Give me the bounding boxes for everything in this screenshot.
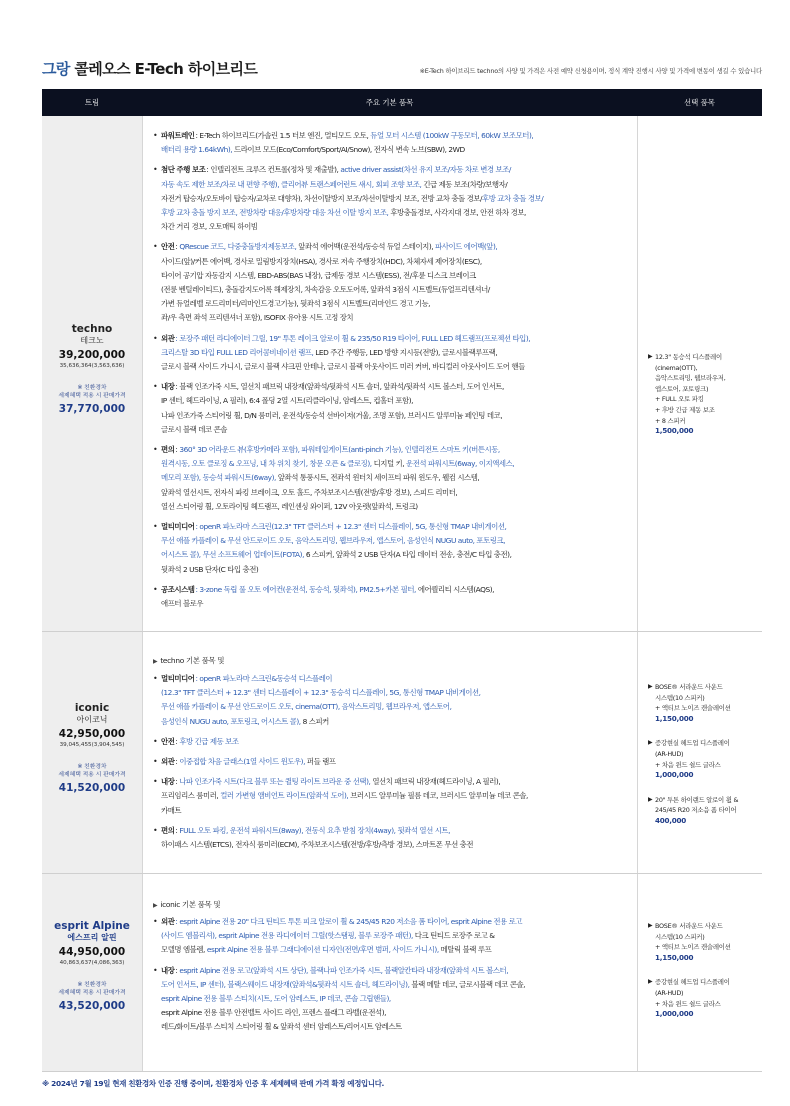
- feature-text: :: [175, 242, 180, 252]
- feature-text: 후방 교차 충돌 경보/: [482, 193, 544, 203]
- feature-text: esprit Alpine 전용 로고(앞좌석 시트 상단),: [179, 965, 308, 975]
- feature-line: [161, 346, 633, 360]
- option-line: BOSE® 서라운드 사운드: [655, 683, 723, 691]
- feature-line: [161, 755, 633, 769]
- feature-block: [153, 755, 633, 769]
- feature-text: 글로시 블랙 사이드 가니시, 글로시 블랙 샤크핀 안테나, 글로시 블랙 아웃사이드 미러 커버, 바디컬러 아웃사이드 도어 핸들: [161, 362, 525, 371]
- feature-text: 블랙나파 인조가죽 시트, 블랙알칸타라 내장재(앞좌석 시트 볼스터,: [309, 965, 509, 975]
- option-price: 1,000,000: [655, 770, 694, 780]
- page-header: [42, 56, 762, 86]
- feature-text: 나파 인조가죽 시트(다크 블루 또는 퀼팅 라이트 브라운 중 선택),: [179, 777, 371, 787]
- feature-title: 외관: [161, 917, 175, 926]
- feature-line: [161, 143, 633, 157]
- feature-text: 글로시 블랙 데코 콘솔: [161, 424, 227, 434]
- feature-text: 드라이브 모드(Eco/Comfort/Sport/AI/Snow), 전자식 변속 노브(SBW), 2WD: [232, 145, 465, 155]
- feature-text: 사이드(앞)/커튼 에어백, 경사로 밀림방지장치(HSA), 경사로 저속 주행장치(HDC), 차체자세 제어장치(ESC),: [161, 256, 482, 266]
- option-line: 앱스토어, 포토링크): [655, 384, 709, 393]
- feature-text: 좌/우 측면 좌석 프리텐셔너 포함), ISOFIX 유아용 시트 고정 장치: [161, 313, 354, 323]
- eco-label: ※ 친환경차 세제혜택 적용 시 판매가격: [58, 385, 126, 399]
- feature-line: [161, 163, 633, 177]
- feature-text: :: [175, 445, 180, 454]
- feature-line: [161, 206, 633, 220]
- feature-text: active driver assist(차선 유지 보조/자동 차로 변경 보조/: [340, 165, 511, 175]
- option-line: + FULL 오토 파킹: [655, 395, 704, 404]
- options-cell: [637, 874, 762, 1071]
- feature-line: [161, 297, 633, 311]
- feature-block: [153, 240, 633, 325]
- feature-text: 퍼들 램프: [305, 757, 336, 766]
- feature-text: QRescue 코드, 다중충돌방지제동보조,: [179, 242, 297, 252]
- feature-text: 6 스피커, 앞좌석 2 USB 단자(A 타입 데이터 전송, 충전/C 타입 충전),: [304, 550, 512, 560]
- trim-price-breakdown: 40,863,637(4,086,363): [59, 960, 125, 966]
- feature-text: 열선치 패브릭 내장재(헤드라이닝, A 필러),: [370, 777, 501, 787]
- option-line: 245/45 R20 저소음 폼 타이어: [655, 806, 737, 815]
- feature-line: [161, 992, 633, 1006]
- feature-line: [161, 929, 633, 943]
- feature-text: 하이패스 시스템(ETCS), 전자식 룸미러(ECM), 주차보조시스템(전방/후방/측방 경보), 스마트폰 무선 충전: [161, 840, 474, 849]
- feature-line: [161, 129, 633, 143]
- feature-text: 8 스피커: [300, 716, 329, 726]
- feature-text: 카매트: [161, 805, 182, 815]
- feature-text: 파워테일게이트(anti-pinch 기능),: [301, 445, 403, 454]
- option-line: (AR-HUD): [655, 988, 684, 997]
- triangle-icon: ▶: [153, 658, 158, 665]
- feature-text: 후방 긴급 제동 보조: [179, 736, 239, 746]
- trim-cell: [42, 116, 142, 631]
- feature-text: 도어 인서트, IP 센터), 블랙스웨이드 내장재(앞좌석&뒷좌석 시트 숄더, 헤드라이닝),: [161, 979, 410, 989]
- header-notice: ※E-Tech 하이브리드 techno의 사양 및 가격은 사전 예약 신청용이며, 정식 계약 진행시 사양 및 가격에 변동이 생길 수 있습니다: [419, 67, 762, 75]
- feature-title: 편의: [161, 825, 175, 835]
- feature-line: [161, 332, 633, 346]
- feature-text: 메모리 포함), 동승석 파워시트(6way),: [161, 473, 276, 483]
- option-line: + 후방 긴급 제동 보조: [655, 405, 715, 414]
- feature-text: 앞좌석 에어백(운전석/동승석 듀얼 스테이지),: [296, 242, 436, 252]
- bullet-icon: •: [153, 131, 158, 140]
- trim-price: 44,950,000: [58, 946, 126, 958]
- eco-label: ※ 친환경차 세제혜택 적용 시 판매가격: [58, 764, 126, 778]
- option-line: (AR-HUD): [655, 749, 684, 758]
- feature-line: [161, 789, 633, 803]
- trim-price-breakdown: 35,636,364(3,563,636): [59, 363, 125, 369]
- bullet-icon: •: [153, 757, 158, 766]
- feature-text: 레드/화이트/블루 스티치 스티어링 휠 & 앞좌석 센터 암레스트/리어시트 암레스트: [161, 1022, 402, 1032]
- feature-text: 나파 인조가죽 스티어링 휠, D/N 룸미러, 운전석/동승석 선바이저(거울, 조명 포함), 브러시드 알루미늄 페인팅 데코,: [161, 410, 503, 420]
- option-price: 1,500,000: [655, 426, 694, 436]
- feature-text: 열선 스티어링 휠, 오토라이팅 헤드램프, 레인센싱 와이퍼, 12V 아웃렛(앞좌석, 트렁크): [161, 501, 418, 511]
- option-item: [648, 682, 770, 724]
- feature-title: 안전: [161, 736, 175, 746]
- feature-text: 이중접합 차음 글래스(1열 사이드 윈도우),: [179, 757, 305, 766]
- feature-line: [161, 804, 633, 818]
- feature-text: 파사이드 에어백(앞),: [435, 242, 498, 252]
- option-item: [648, 738, 770, 780]
- feature-block: [153, 332, 633, 375]
- feature-line: [161, 443, 633, 457]
- feature-line: [161, 943, 633, 957]
- trim-name-ko: 아이코닉: [76, 715, 108, 724]
- feature-block: [153, 380, 633, 437]
- spec-table: [42, 116, 762, 1072]
- feature-text: 후방충돌경보, 사각지대 경보, 안전 하차 경보,: [388, 208, 526, 217]
- header-option: 선택 품목: [684, 98, 715, 107]
- feature-text: 운전석 파워시트(6way, 이지액세스,: [406, 459, 515, 469]
- option-line: + 액티브 노이즈 캔슬레이션: [655, 704, 731, 713]
- trim-name-en: techno: [71, 323, 113, 335]
- option-line: + 8 스피커: [655, 416, 686, 425]
- page-title: [42, 58, 257, 79]
- feature-line: [161, 311, 633, 325]
- feature-block: [153, 824, 633, 852]
- bullet-icon: •: [153, 917, 158, 926]
- trim-name-en: iconic: [74, 702, 110, 714]
- feature-title: 멀티미디어: [161, 674, 195, 683]
- option-line: 증강현실 헤드업 디스플레이: [655, 739, 730, 748]
- eco-price: 43,520,000: [58, 1000, 126, 1012]
- footer-note: ※ 2024년 7월 19일 현재 친환경차 인증 진행 중이며, 친환경차 인증 후 세제혜택 판매 가격 확정 예정입니다.: [42, 1079, 385, 1088]
- feature-text: 가변 듀얼레벨 로드리미터/리마인드경고기능), 뒷좌석 3점식 시트벨트(리마인드 경고 기능,: [161, 299, 431, 309]
- eco-price: 37,770,000: [58, 403, 126, 415]
- feature-text: 원격시동, 오토 클로징 & 오프닝, 내 차 위치 찾기, 창문 오픈 & 클로징),: [161, 459, 372, 469]
- option-item: [648, 795, 770, 827]
- feature-block: [153, 443, 633, 514]
- feature-title: 외관: [161, 757, 175, 766]
- feature-line: [161, 583, 633, 597]
- feature-line: [161, 1020, 633, 1034]
- feature-text: 어시스트 콜), 무선 소프트웨어 업데이트(FOTA),: [161, 550, 304, 560]
- features-cell: [142, 116, 637, 631]
- feature-line: [161, 1006, 633, 1020]
- feature-line: [161, 457, 633, 471]
- feature-line: [161, 255, 633, 269]
- feature-block: [153, 583, 633, 611]
- feature-line: [161, 283, 633, 297]
- feature-title: 편의: [161, 445, 175, 454]
- title-accent: 그랑: [42, 60, 70, 78]
- feature-line: [161, 394, 633, 408]
- header-main: 주요 기본 품목: [365, 98, 414, 107]
- trim-name-ko: 에스프리 알핀: [67, 933, 117, 942]
- feature-title: 내장: [161, 382, 175, 392]
- feature-line: [161, 964, 633, 978]
- feature-text: 모델명 엠블렘,: [161, 945, 207, 955]
- feature-text: 긴급 제동 보조(차량/보행자/: [421, 179, 508, 189]
- feature-line: [161, 915, 633, 929]
- option-line: 증강현실 헤드업 디스플레이: [655, 978, 730, 987]
- option-line: + 액티브 노이즈 캔슬레이션: [655, 943, 731, 952]
- feature-text: 인텔리전트 스마트 키(버튼시동,: [404, 445, 500, 454]
- feature-text: esprit Alpine 전용 블루 안전벨트 사이드 라인, 프렌스 플래그 라벨(운전석),: [161, 1008, 387, 1018]
- feature-text: IP 센터, 헤드라이닝, A 필러), 6:4 폴딩 2열 시트(리클라이닝, 암레스트, 컵홀더 포함),: [161, 396, 414, 406]
- feature-text: 뒷좌석 2 USB 단자(C 타입 충전): [161, 564, 259, 574]
- feature-title: 공조시스템: [161, 584, 195, 594]
- eco-label: ※ 친환경차 세제혜택 적용 시 판매가격: [58, 982, 126, 996]
- trim-row-techno: [42, 116, 762, 632]
- feature-text: 클리어뷰 트랜스페어런트 섀시, 회피 조향 보조,: [281, 179, 422, 189]
- feature-block: [153, 129, 633, 157]
- option-line: BOSE® 서라운드 사운드: [655, 922, 723, 930]
- option-item: [648, 921, 770, 963]
- arrow-icon: ▶: [648, 683, 653, 690]
- feature-line: [161, 686, 633, 700]
- feature-text: 무선 애플 카플레이 & 무선 안드로이드 오토, cinema(OTT), 음악스트리밍, 웹브라우저, 앱스토어,: [161, 702, 452, 712]
- feature-title: 파워트레인: [161, 131, 195, 140]
- feature-line: [161, 409, 633, 423]
- feature-title: 첨단 주행 보조: [161, 165, 206, 175]
- feature-text: : 인텔리전트 크루즈 컨트롤(정차 및 재출발),: [206, 165, 341, 175]
- trim-name-ko: 테크노: [80, 336, 104, 345]
- trim-info: [42, 323, 142, 416]
- feature-text: 자전거 탑승자/오토바이 탑승자/교차로 대향차), 차선이탈방지 보조/차선이탈방지 보조, 전방 교차 충돌 경보/: [161, 193, 483, 203]
- feature-line: [161, 978, 633, 992]
- feature-line: [161, 486, 633, 500]
- bullet-icon: •: [153, 777, 158, 787]
- feature-text: : openR 파노라마 스크린(12.3" TFT 클러스터 + 12.3" 센터 디스플레이, 5G, 통신형 TMAP 내비게이션,: [195, 522, 507, 531]
- option-line: (cinema(OTT),: [655, 363, 698, 372]
- feature-line: [161, 220, 633, 234]
- header-trim: 트림: [84, 98, 100, 107]
- trim-price: 42,950,000: [58, 728, 126, 740]
- trim-info: [42, 702, 142, 795]
- option-item: [648, 977, 770, 1019]
- feature-line: [161, 240, 633, 254]
- features-cell: [142, 874, 637, 1071]
- feature-block: [153, 163, 633, 234]
- feature-text: : openR 파노라마 스크린&동승석 디스플레이: [195, 674, 333, 683]
- feature-line: [161, 824, 633, 838]
- feature-text: 후방 교차 충돌 방지 보조, 전방차량 대응/후방차량 대응 차선 이탈 방지 보조,: [161, 208, 389, 217]
- feature-text: (사이드 엠블리셔), esprit Alpine 전용 라디에이터 그릴(핫스탬핑, 블루 로장주 패턴),: [161, 931, 413, 941]
- title-rest: 콜레오스 E-Tech 하이브리드: [69, 60, 258, 78]
- arrow-icon: ▶: [648, 922, 653, 929]
- feature-text: :: [175, 825, 180, 835]
- base-items-label: ▶ techno 기본 품목 및: [153, 656, 225, 665]
- feature-text: 차간 거리 경보, 오토매틱 하이빔: [161, 222, 258, 232]
- feature-text: 브러시드 알루미늄 필름 데코, 브러시드 알루미늄 데코 콘솔,: [348, 791, 528, 801]
- feature-block: [153, 915, 633, 958]
- feature-text: 타이어 공기압 자동감지 시스템, EBD-ABS(BAS 내장), 급제동 경보 시스템(ESS), 전/후륜 디스크 브레이크: [161, 270, 476, 280]
- option-line: + 차음 윈드 쉴드 글라스: [655, 999, 721, 1008]
- feature-block: [153, 520, 633, 577]
- trim-row-iconic: [42, 632, 762, 874]
- feature-text: 360° 3D 어라운드 뷰(후방카메라 포함),: [179, 445, 300, 454]
- bullet-icon: •: [153, 333, 158, 343]
- feature-line: [161, 178, 633, 192]
- table-header: [42, 89, 762, 116]
- bullet-icon: •: [153, 584, 158, 594]
- bullet-icon: •: [153, 445, 158, 454]
- feature-text: 컬러 가변형 앰비언트 라이트(앞좌석 도어),: [220, 791, 349, 801]
- option-line: 20" 투톤 하이랜드 알로이 휠 &: [655, 795, 739, 804]
- feature-line: [161, 500, 633, 514]
- arrow-icon: ▶: [648, 353, 653, 360]
- feature-line: [161, 715, 633, 729]
- feature-text: 앞좌석 열선시트, 전자식 파킹 브레이크, 오토 홀드, 주차보조시스템(전방/후방 경보), 스피드 리미터,: [161, 487, 458, 497]
- bullet-icon: •: [153, 965, 158, 975]
- feature-text: 무선 애플 카플레이 & 무선 안드로이드 오토, 음악스트리밍, 웹브라우저, 앱스토어, 음성인식 NUGU auto, 포토링크,: [161, 536, 506, 546]
- trim-info: [42, 920, 142, 1013]
- triangle-icon: ▶: [153, 902, 158, 909]
- feature-text: 배터리 용량 1.64kWh),: [161, 145, 233, 155]
- feature-line: [161, 838, 633, 852]
- feature-text: 디지털 키,: [371, 459, 407, 469]
- option-price: 1,150,000: [655, 713, 694, 723]
- option-line: 음악스트리밍, 웹브라우저,: [655, 374, 726, 383]
- feature-text: : 블랙 인조가죽 시트, 열선치 패브릭 내장재(앞좌석/뒷좌석 시트 숄더, 앞좌석/뒷좌석 시트 볼스터, 도어 인서트,: [175, 382, 504, 392]
- features-cell: [142, 632, 637, 873]
- feature-text: esprit Alpine 전용 블루 그래디에이션 디자인(전면/후면 범퍼, 사이드 가니시),: [206, 945, 439, 955]
- feature-text: 에어퀄리티 시스템(AQS),: [415, 584, 495, 594]
- feature-line: [161, 192, 633, 206]
- feature-text: 듀얼 모터 시스템 (100kW 구동모터, 60kW 보조모터),: [370, 131, 534, 140]
- feature-line: [161, 423, 633, 437]
- arrow-icon: ▶: [648, 795, 653, 803]
- feature-text: : E-Tech 하이브리드(가솔린 1.5 터보 엔진, 멀티모드 오토,: [195, 131, 371, 140]
- bullet-icon: •: [153, 674, 158, 683]
- trim-cell: [42, 632, 142, 873]
- feature-text: :: [175, 736, 180, 746]
- feature-text: 자동 속도 제한 보조/차로 내 편향 주행),: [161, 179, 280, 189]
- feature-line: [161, 775, 633, 789]
- feature-text: FULL 오토 파킹, 운전석 파워시트(8way), 전동식 요추 받침 장치(4way), 뒷좌석 열선 시트,: [179, 825, 450, 835]
- arrow-icon: ▶: [648, 978, 653, 986]
- trim-cell: [42, 874, 142, 1071]
- feature-text: esprit Alpine 전용 블루 스티치(시트, 도어 암레스트, IP 데코, 콘솔 그립핸들),: [161, 994, 391, 1003]
- feature-text: 다크 틴티드 로장주 로고 &: [412, 931, 495, 941]
- feature-block: [153, 775, 633, 818]
- feature-text: : esprit Alpine 전용 20" 다크 틴티드 투톤 피크 알로이 휠 & 245/45 R20 저소음 폼 타이어, esprit Alpine 전용 로고: [175, 917, 523, 926]
- option-price: 1,150,000: [655, 952, 694, 962]
- option-item: [648, 352, 770, 437]
- trim-price-breakdown: 39,045,455(3,904,545): [59, 742, 125, 748]
- feature-title: 안전: [161, 242, 175, 252]
- feature-line: [161, 534, 633, 548]
- feature-block: [153, 735, 633, 749]
- option-price: 400,000: [655, 815, 686, 825]
- feature-line: [161, 471, 633, 485]
- option-line: 12.3" 동승석 디스플레이: [655, 353, 722, 361]
- feature-text: (전륜 벤틸레이티드), 충돌감지도어록 해제장치, 차속감응 오토도어록, 앞좌석 3점식 시트벨트(듀얼프리텐셔너/: [161, 285, 490, 294]
- feature-block: [153, 672, 633, 729]
- feature-text: 메탈릭 블랙 루프: [438, 945, 492, 955]
- option-line: 시스템(10 스피커): [655, 693, 705, 702]
- trim-row-esprit-alpine: [42, 874, 762, 1072]
- feature-line: [161, 269, 633, 283]
- feature-title: 멀티미디어: [161, 522, 195, 531]
- feature-line: [161, 380, 633, 394]
- feature-title: 내장: [161, 777, 175, 787]
- bullet-icon: •: [153, 165, 158, 175]
- feature-text: 프리임리스 룸미러,: [161, 791, 221, 801]
- feature-line: [161, 700, 633, 714]
- bullet-icon: •: [153, 242, 158, 252]
- feature-text: 애프터 블로우: [161, 599, 204, 608]
- feature-text: : 3-zone 독립 풀 오토 에어컨(운전석, 동승석, 뒷좌석), PM2.5+카본 필터,: [195, 584, 416, 594]
- base-items-label: ▶ iconic 기본 품목 및: [153, 900, 221, 909]
- bullet-icon: •: [153, 736, 158, 746]
- feature-line: [161, 597, 633, 611]
- feature-title: 외관: [161, 333, 175, 343]
- option-price: 1,000,000: [655, 1009, 694, 1019]
- feature-text: 음성인식 NUGU auto, 포토링크, 어시스트 콜),: [161, 716, 301, 726]
- feature-block: [153, 964, 633, 1035]
- feature-text: 앞좌석 통풍시트, 전좌석 윈터치 세이프티 파워 윈도우, 웰컴 시스템,: [275, 473, 480, 483]
- feature-text: LED 주간 주행등, LED 방향 지시등(전방), 글로시블랙루프랙,: [313, 347, 498, 357]
- feature-text: :: [175, 777, 180, 787]
- feature-line: [161, 520, 633, 534]
- feature-text: 크리스탈 3D 타입 FULL LED 리어콤비네이션 램프,: [161, 347, 314, 357]
- feature-text: : 로장주 패턴 라디에이터 그릴, 19" 투톤 레이크 알로이 휠 & 235/50 R19 타이어, FULL LED 헤드램프(프로젝션 타입),: [175, 333, 531, 343]
- arrow-icon: ▶: [648, 739, 653, 747]
- feature-text: 블랙 메탈 데코, 글로시블랙 데코 콘솔,: [409, 979, 526, 989]
- bullet-icon: •: [153, 522, 158, 531]
- trim-price: 39,200,000: [58, 349, 126, 361]
- trim-name-en: esprit Alpine: [54, 920, 130, 932]
- feature-line: [161, 735, 633, 749]
- feature-text: :: [175, 965, 180, 975]
- options-cell: [637, 632, 762, 873]
- bullet-icon: •: [153, 825, 158, 835]
- feature-text: :: [175, 757, 180, 766]
- options-cell: [637, 116, 762, 631]
- feature-line: [161, 672, 633, 686]
- feature-text: (12.3" TFT 클러스터 + 12.3" 센터 디스플레이 + 12.3" 동승석 디스플레이, 5G, 통신형 TMAP 내비게이션,: [161, 688, 481, 698]
- feature-title: 내장: [161, 965, 175, 975]
- option-line: 시스템(10 스피커): [655, 932, 705, 941]
- feature-line: [161, 563, 633, 577]
- eco-price: 41,520,000: [58, 782, 126, 794]
- feature-line: [161, 548, 633, 562]
- feature-line: [161, 360, 633, 374]
- bullet-icon: •: [153, 382, 158, 392]
- option-line: + 차음 윈드 쉴드 글라스: [655, 760, 721, 769]
